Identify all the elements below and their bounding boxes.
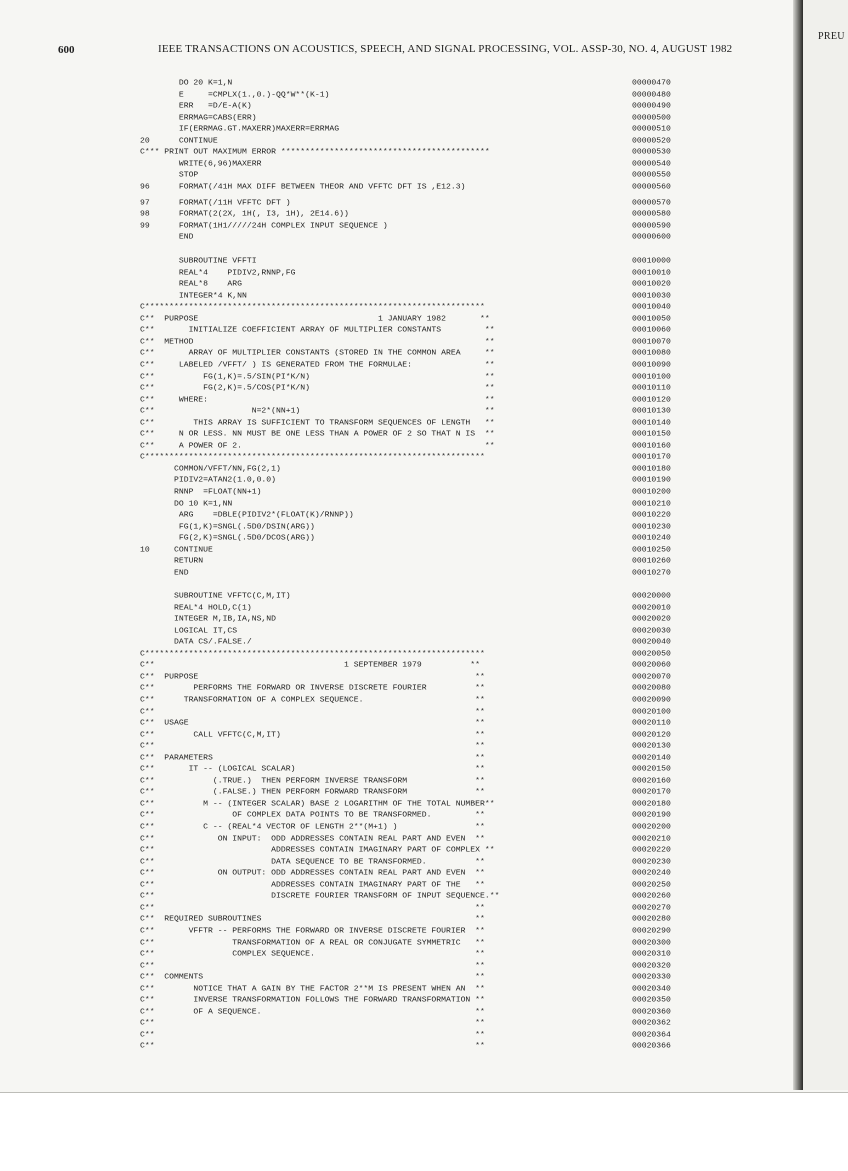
sequence-number: 00020350 [632, 996, 671, 1005]
code-statement: C********************************************************************** [140, 303, 485, 312]
code-line [140, 614, 700, 624]
code-statement: C** REQUIRED SUBROUTINES ** [140, 915, 485, 924]
code-line [140, 995, 700, 1005]
code-line [140, 452, 700, 462]
code-statement: C** COMMENTS ** [140, 973, 485, 982]
code-statement: C** OF COMPLEX DATA POINTS TO BE TRANSFORMED. ** [140, 811, 485, 820]
sequence-number: 00000530 [632, 148, 671, 157]
sequence-number: 00020090 [632, 695, 671, 705]
code-line [140, 372, 700, 382]
sequence-number: 00010150 [632, 430, 671, 439]
sequence-number: 00010050 [632, 314, 671, 323]
code-statement: SUBROUTINE VFFTI [140, 256, 257, 266]
code-line [140, 302, 700, 312]
code-line [140, 1041, 700, 1051]
code-statement: REAL*4 PIDIV2,RNNP,FG [140, 268, 296, 277]
sequence-number: 00010180 [632, 464, 671, 474]
code-line [140, 124, 700, 134]
code-statement: C** PERFORMS THE FORWARD OR INVERSE DISCRETE FOURIER ** [140, 684, 485, 693]
code-statement: REAL*8 ARG [140, 280, 242, 289]
code-statement: FG(2,K)=SNGL(.5D0/DCOS(ARG)) [140, 534, 315, 543]
code-statement: COMMON/VFFT/NN,FG(2,1) [140, 464, 281, 474]
sequence-number: 00020050 [632, 649, 671, 658]
code-statement: ERRMAG=CABS(ERR) [140, 113, 257, 122]
sequence-number: 00020250 [632, 880, 671, 889]
code-line [140, 649, 700, 659]
code-statement: 96 FORMAT(/41H MAX DIFF BETWEEN THEOR AND VFFTC DFT IS ,E12.3) [140, 182, 466, 192]
code-line [140, 159, 700, 169]
code-statement: C** WHERE: ** [140, 395, 495, 404]
code-line [140, 291, 700, 301]
code-line [140, 914, 700, 924]
sequence-number: 00010100 [632, 372, 671, 381]
code-statement: C** METHOD ** [140, 337, 495, 347]
code-line [140, 406, 700, 416]
code-statement: C** (.FALSE.) THEN PERFORM FORWARD TRANSFORM ** [140, 788, 485, 797]
code-line [140, 429, 700, 439]
code-line [140, 256, 700, 266]
code-line [140, 556, 700, 566]
code-line [140, 487, 700, 497]
code-statement: FG(1,K)=SNGL(.5D0/DSIN(ARG)) [140, 522, 315, 531]
code-line [140, 499, 700, 509]
sequence-number: 00010260 [632, 557, 671, 566]
sequence-number: 00020364 [632, 1030, 671, 1040]
sequence-number: 00010190 [632, 476, 671, 485]
code-line [140, 533, 700, 543]
sequence-number: 00010020 [632, 280, 671, 289]
sequence-number: 00020040 [632, 638, 671, 647]
code-statement: C** ** [140, 707, 485, 716]
sequence-number: 00000510 [632, 125, 671, 134]
code-statement: RNNP =FLOAT(NN+1) [140, 487, 262, 497]
sequence-number: 00020000 [632, 591, 671, 601]
code-statement: C** M -- (INTEGER SCALAR) BASE 2 LOGARITHM OF THE TOTAL NUMBER** [140, 799, 495, 809]
code-line [140, 903, 700, 913]
code-statement: 99 FORMAT(1H1/////24H COMPLEX INPUT SEQUENCE ) [140, 221, 388, 230]
code-statement: END [140, 568, 189, 578]
code-line [140, 799, 700, 809]
code-statement: REAL*4 HOLD,C(1) [140, 603, 252, 612]
code-statement: PIDIV2=ATAN2(1.0,0.0) [140, 476, 276, 485]
code-statement: C** A POWER OF 2. ** [140, 441, 495, 450]
sequence-number: 00000550 [632, 171, 671, 180]
code-line [140, 268, 700, 278]
code-statement: C** COMPLEX SEQUENCE. ** [140, 949, 485, 959]
code-statement: IF(ERRMAG.GT.MAXERR)MAXERR=ERRMAG [140, 125, 340, 134]
code-line [140, 626, 700, 636]
sequence-number: 00020320 [632, 961, 671, 970]
code-line [140, 938, 700, 948]
code-statement: C** DISCRETE FOURIER TRANSFORM OF INPUT SEQUENCE.** [140, 892, 500, 901]
sequence-number: 00020290 [632, 926, 671, 936]
sequence-number: 00020270 [632, 903, 671, 913]
code-line [140, 147, 700, 157]
sequence-number: 00020150 [632, 765, 671, 774]
code-line [140, 972, 700, 982]
sequence-number: 00010210 [632, 499, 671, 508]
code-line [140, 325, 700, 335]
sequence-number: 00020260 [632, 892, 671, 901]
code-line [140, 314, 700, 324]
code-statement: C** FG(1,K)=.5/SIN(PI*K/N) ** [140, 372, 495, 381]
code-statement: C** OF A SEQUENCE. ** [140, 1007, 485, 1016]
code-line [140, 568, 700, 578]
code-line [140, 1018, 700, 1028]
sequence-number: 00020180 [632, 799, 671, 809]
next-page-header-fragment: PREU [818, 31, 845, 42]
code-statement: C** THIS ARRAY IS SUFFICIENT TO TRANSFORM SEQUENCES OF LENGTH ** [140, 418, 495, 427]
code-line [140, 348, 700, 358]
code-statement: C** TRANSFORMATION OF A REAL OR CONJUGATE SYMMETRIC ** [140, 938, 485, 947]
code-statement: ARG =DBLE(PIDIV2*(FLOAT(K)/RNNP)) [140, 511, 354, 520]
sequence-number: 00020300 [632, 938, 671, 947]
code-statement: C** ** [140, 742, 485, 751]
sequence-number: 00020280 [632, 915, 671, 924]
code-line [140, 90, 700, 100]
code-statement: E =CMPLX(1.,0.)-QQ*W**(K-1) [140, 90, 330, 99]
code-line [140, 510, 700, 520]
code-line [140, 880, 700, 890]
page-number: 600 [58, 44, 75, 56]
code-line [140, 891, 700, 901]
code-line [140, 730, 700, 740]
sequence-number: 00020170 [632, 788, 671, 797]
sequence-number: 00020060 [632, 661, 671, 670]
sequence-number: 00020160 [632, 776, 671, 785]
sequence-number: 00000560 [632, 182, 671, 192]
code-line [140, 753, 700, 763]
sequence-number: 00010110 [632, 383, 671, 393]
sequence-number: 00010170 [632, 453, 671, 462]
code-line [140, 78, 700, 88]
code-line [140, 221, 700, 231]
code-line [140, 101, 700, 111]
code-line [140, 182, 700, 192]
code-line [140, 279, 700, 289]
code-statement: C** N OR LESS. NN MUST BE ONE LESS THAN A POWER OF 2 SO THAT N IS ** [140, 430, 495, 439]
sequence-number: 00010200 [632, 487, 671, 497]
code-statement: 98 FORMAT(2(2X, 1H(, I3, 1H), 2E14.6)) [140, 209, 349, 219]
code-statement: C** ** [140, 1042, 485, 1051]
code-statement: C** ** [140, 961, 485, 970]
sequence-number: 00010160 [632, 441, 671, 450]
code-statement: DATA CS/.FALSE./ [140, 638, 252, 647]
code-line [140, 418, 700, 428]
code-statement: C** NOTICE THAT A GAIN BY THE FACTOR 2**M IS PRESENT WHEN AN ** [140, 984, 485, 993]
code-statement: STOP [140, 171, 199, 180]
code-statement: C********************************************************************** [140, 649, 485, 658]
code-line [140, 810, 700, 820]
sequence-number: 00020030 [632, 626, 671, 635]
sequence-number: 00010060 [632, 326, 671, 335]
sequence-number: 00020310 [632, 949, 671, 959]
code-statement: WRITE(6,96)MAXERR [140, 159, 262, 169]
scan-bottom-margin [0, 1092, 848, 1171]
code-line [140, 660, 700, 670]
code-statement: SUBROUTINE VFFTC(C,M,IT) [140, 591, 291, 601]
sequence-number: 00020010 [632, 603, 671, 612]
sequence-number: 00020110 [632, 718, 671, 728]
code-line [140, 198, 700, 208]
code-line [140, 707, 700, 717]
next-page-edge [803, 0, 848, 1090]
sequence-number: 00010270 [632, 568, 671, 578]
sequence-number: 00000500 [632, 113, 671, 122]
code-line [140, 949, 700, 959]
sequence-number: 00000480 [632, 90, 671, 99]
code-statement: C** LABELED /VFFT/ ) IS GENERATED FROM THE FORMULAE: ** [140, 360, 495, 370]
code-statement: INTEGER*4 K,NN [140, 291, 247, 300]
code-statement: C** ARRAY OF MULTIPLIER CONSTANTS (STORED IN THE COMMON AREA ** [140, 349, 495, 358]
code-statement: C** INVERSE TRANSFORMATION FOLLOWS THE FORWARD TRANSFORMATION ** [140, 996, 485, 1005]
sequence-number: 00020020 [632, 615, 671, 624]
code-statement: C** ADDRESSES CONTAIN IMAGINARY PART OF THE ** [140, 880, 485, 889]
code-line [140, 360, 700, 370]
code-line [140, 209, 700, 219]
code-line [140, 545, 700, 555]
sequence-number: 00020070 [632, 672, 671, 682]
code-line [140, 868, 700, 878]
code-statement: C** USAGE ** [140, 718, 485, 728]
code-statement: 97 FORMAT(/11H VFFTC DFT ) [140, 198, 291, 207]
sequence-number: 00000570 [632, 198, 671, 207]
code-statement: DO 10 K=1,NN [140, 499, 233, 508]
sequence-number: 00010000 [632, 256, 671, 266]
sequence-number: 00020100 [632, 707, 671, 716]
code-statement: C** ** [140, 903, 485, 913]
code-line [140, 776, 700, 786]
code-statement: C** N=2*(NN+1) ** [140, 407, 495, 416]
code-line [140, 464, 700, 474]
code-statement: C** FG(2,K)=.5/COS(PI*K/N) ** [140, 383, 495, 393]
code-statement: C** ON INPUT: ODD ADDRESSES CONTAIN REAL PART AND EVEN ** [140, 834, 485, 843]
code-line [140, 741, 700, 751]
code-line [140, 475, 700, 485]
sequence-number: 00020130 [632, 742, 671, 751]
code-line [140, 441, 700, 451]
code-statement: END [140, 233, 194, 242]
sequence-number: 00010130 [632, 407, 671, 416]
sequence-number: 00020230 [632, 857, 671, 866]
code-statement: C** C -- (REAL*4 VECTOR OF LENGTH 2**(M+1) ) ** [140, 822, 485, 832]
code-line [140, 845, 700, 855]
sequence-number: 00000600 [632, 233, 671, 242]
code-statement: C********************************************************************** [140, 453, 485, 462]
code-line [140, 395, 700, 405]
sequence-number: 00010240 [632, 534, 671, 543]
sequence-number: 00000580 [632, 209, 671, 219]
sequence-number: 00020362 [632, 1019, 671, 1028]
sequence-number: 00020190 [632, 811, 671, 820]
code-statement: DO 20 K=1,N [140, 78, 233, 88]
code-line [140, 984, 700, 994]
code-statement: C** 1 SEPTEMBER 1979 ** [140, 661, 480, 670]
sequence-number: 00010040 [632, 303, 671, 312]
code-line [140, 857, 700, 867]
code-statement: ERR =D/E-A(K) [140, 102, 252, 111]
sequence-number: 00020220 [632, 846, 671, 855]
code-line [140, 718, 700, 728]
code-statement: C** INITIALIZE COEFFICIENT ARRAY OF MULTIPLIER CONSTANTS ** [140, 326, 495, 335]
sequence-number: 00010030 [632, 291, 671, 300]
sequence-number: 00020210 [632, 834, 671, 843]
code-line [140, 764, 700, 774]
code-line [140, 170, 700, 180]
sequence-number: 00000590 [632, 221, 671, 230]
sequence-number: 00010070 [632, 337, 671, 347]
code-line [140, 961, 700, 971]
code-statement: C** PURPOSE 1 JANUARY 1982 ** [140, 314, 490, 323]
code-statement: C** VFFTR -- PERFORMS THE FORWARD OR INVERSE DISCRETE FOURIER ** [140, 926, 485, 936]
code-line [140, 672, 700, 682]
sequence-number: 00010080 [632, 349, 671, 358]
sequence-number: 00020330 [632, 973, 671, 982]
sequence-number: 00020340 [632, 984, 671, 993]
running-head: IEEE TRANSACTIONS ON ACOUSTICS, SPEECH, AND SIGNAL PROCESSING, VOL. ASSP-30, NO. 4, AUGUST 1982 [158, 43, 733, 55]
code-statement: C** DATA SEQUENCE TO BE TRANSFORMED. ** [140, 857, 485, 866]
code-line [140, 822, 700, 832]
code-line [140, 337, 700, 347]
sequence-number: 00020080 [632, 684, 671, 693]
code-statement: 10 CONTINUE [140, 545, 213, 554]
code-line [140, 1030, 700, 1040]
sequence-number: 00010220 [632, 511, 671, 520]
sequence-number: 00010230 [632, 522, 671, 531]
code-line [140, 683, 700, 693]
sequence-number: 00020240 [632, 869, 671, 878]
code-statement: RETURN [140, 557, 204, 566]
code-statement: C** ADDRESSES CONTAIN IMAGINARY PART OF COMPLEX ** [140, 846, 495, 855]
code-statement: LOGICAL IT,CS [140, 626, 238, 635]
code-statement: 20 CONTINUE [140, 136, 218, 145]
sequence-number: 00010090 [632, 360, 671, 370]
sequence-number: 00020120 [632, 730, 671, 739]
code-statement: C** PARAMETERS ** [140, 753, 485, 762]
sequence-number: 00010120 [632, 395, 671, 404]
sequence-number: 00000490 [632, 102, 671, 111]
code-line [140, 591, 700, 601]
code-line [140, 136, 700, 146]
code-line [140, 695, 700, 705]
sequence-number: 00020140 [632, 753, 671, 762]
sequence-number: 00020366 [632, 1042, 671, 1051]
code-statement: C** TRANSFORMATION OF A COMPLEX SEQUENCE. ** [140, 695, 485, 705]
sequence-number: 00020200 [632, 822, 671, 832]
code-statement: C** PURPOSE ** [140, 672, 485, 682]
code-line [140, 383, 700, 393]
sequence-number: 00010250 [632, 545, 671, 554]
sequence-number: 00010010 [632, 268, 671, 277]
sequence-number: 00000540 [632, 159, 671, 169]
code-statement: INTEGER M,IB,IA,NS,ND [140, 615, 276, 624]
code-statement: C** ** [140, 1019, 485, 1028]
code-line [140, 113, 700, 123]
code-statement: C** ON OUTPUT: ODD ADDRESSES CONTAIN REAL PART AND EVEN ** [140, 869, 485, 878]
code-line [140, 787, 700, 797]
sequence-number: 00010140 [632, 418, 671, 427]
code-line [140, 232, 700, 242]
sequence-number: 00020360 [632, 1007, 671, 1016]
sequence-number: 00000520 [632, 136, 671, 145]
sequence-number: 00000470 [632, 78, 671, 88]
code-line [140, 637, 700, 647]
code-line [140, 926, 700, 936]
code-line [140, 522, 700, 532]
code-line [140, 1007, 700, 1017]
code-line [140, 603, 700, 613]
code-statement: C*** PRINT OUT MAXIMUM ERROR ******************************************* [140, 148, 490, 157]
code-statement: C** IT -- (LOGICAL SCALAR) ** [140, 765, 485, 774]
code-statement: C** CALL VFFTC(C,M,IT) ** [140, 730, 485, 739]
code-line [140, 834, 700, 844]
code-statement: C** (.TRUE.) THEN PERFORM INVERSE TRANSFORM ** [140, 776, 485, 785]
code-statement: C** ** [140, 1030, 485, 1040]
